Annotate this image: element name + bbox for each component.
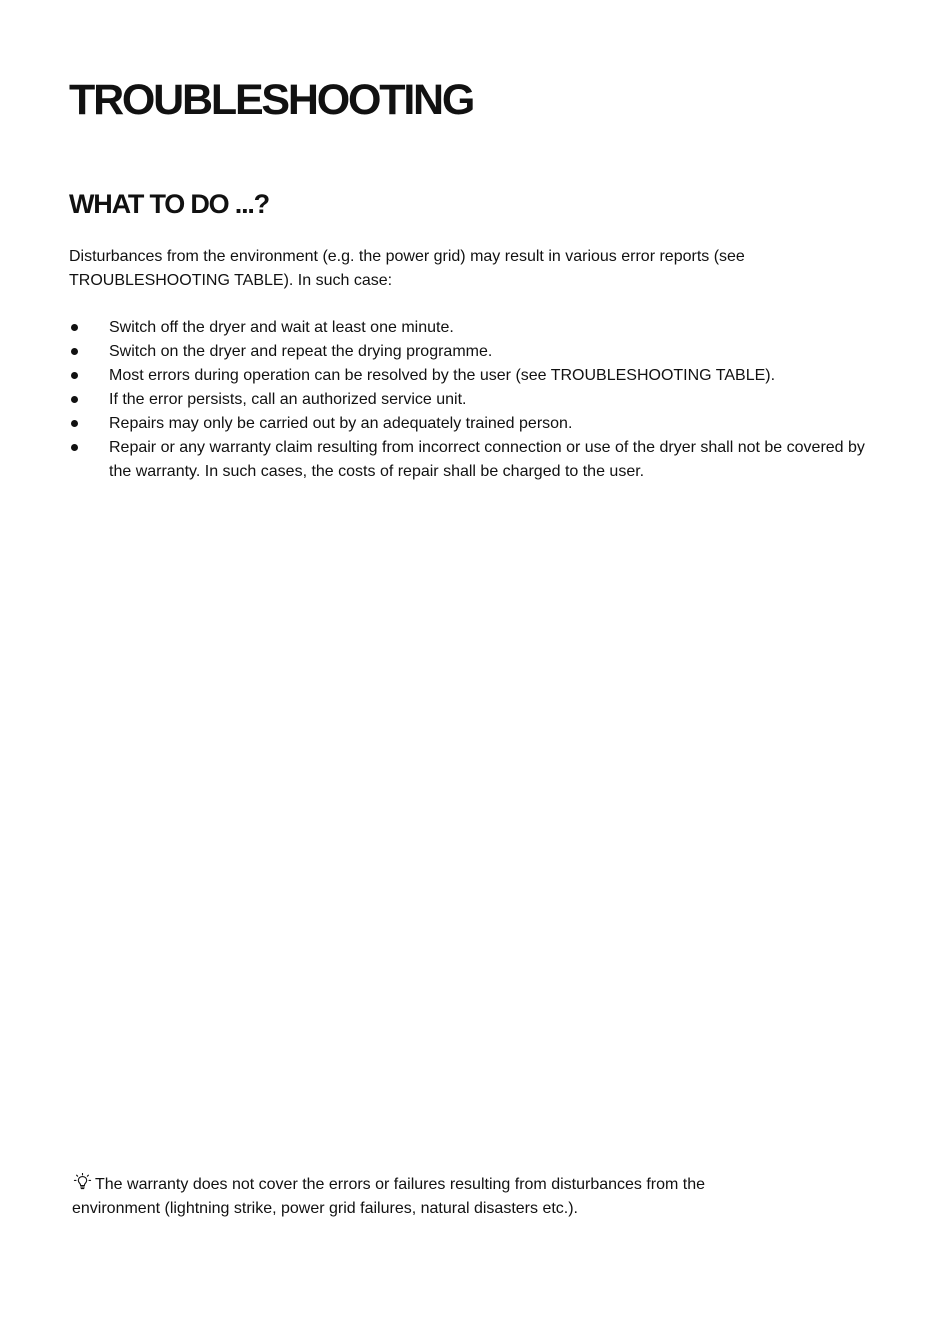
instruction-list xyxy=(69,316,869,484)
list-item-text: Repair or any warranty claim resulting from incorrect connection or use of the dryer shall not be covered by the warranty. In such cases, the costs of repair shall be charged to the user. xyxy=(109,439,865,480)
bullet-icon xyxy=(71,420,78,427)
section-heading: WHAT TO DO ...? xyxy=(69,189,269,219)
list-item-text: Repairs may only be carried out by an adequately trained person. xyxy=(109,415,573,432)
bullet-icon xyxy=(71,444,78,451)
list-item-text: Most errors during operation can be resolved by the user (see TROUBLESHOOTING TABLE). xyxy=(109,367,776,384)
bullet-icon xyxy=(71,396,78,403)
bullet-icon xyxy=(71,324,78,331)
list-item xyxy=(69,388,869,412)
warranty-note-line-2: environment (lightning strike, power grid failures, natural disasters etc.). xyxy=(72,1200,578,1217)
list-item xyxy=(69,436,869,484)
lightbulb-icon xyxy=(72,1173,92,1191)
intro-paragraph xyxy=(69,245,859,293)
warranty-note xyxy=(72,1173,832,1221)
list-item-text: Switch on the dryer and repeat the drying programme. xyxy=(109,343,493,360)
list-item-text: Switch off the dryer and wait at least one minute. xyxy=(109,319,454,336)
list-item-text: If the error persists, call an authorized service unit. xyxy=(109,391,467,408)
list-item xyxy=(69,340,869,364)
intro-line-2: TROUBLESHOOTING TABLE). In such case: xyxy=(69,272,393,289)
list-item xyxy=(69,364,869,388)
bullet-icon xyxy=(71,348,78,355)
intro-line-1: Disturbances from the environment (e.g. the power grid) may result in various error reports (see xyxy=(69,248,745,265)
list-item xyxy=(69,316,869,340)
warranty-note-line-1: The warranty does not cover the errors or failures resulting from disturbances from the xyxy=(95,1176,706,1193)
list-item xyxy=(69,412,869,436)
page-title: TROUBLESHOOTING xyxy=(69,76,474,124)
bullet-icon xyxy=(71,372,78,379)
